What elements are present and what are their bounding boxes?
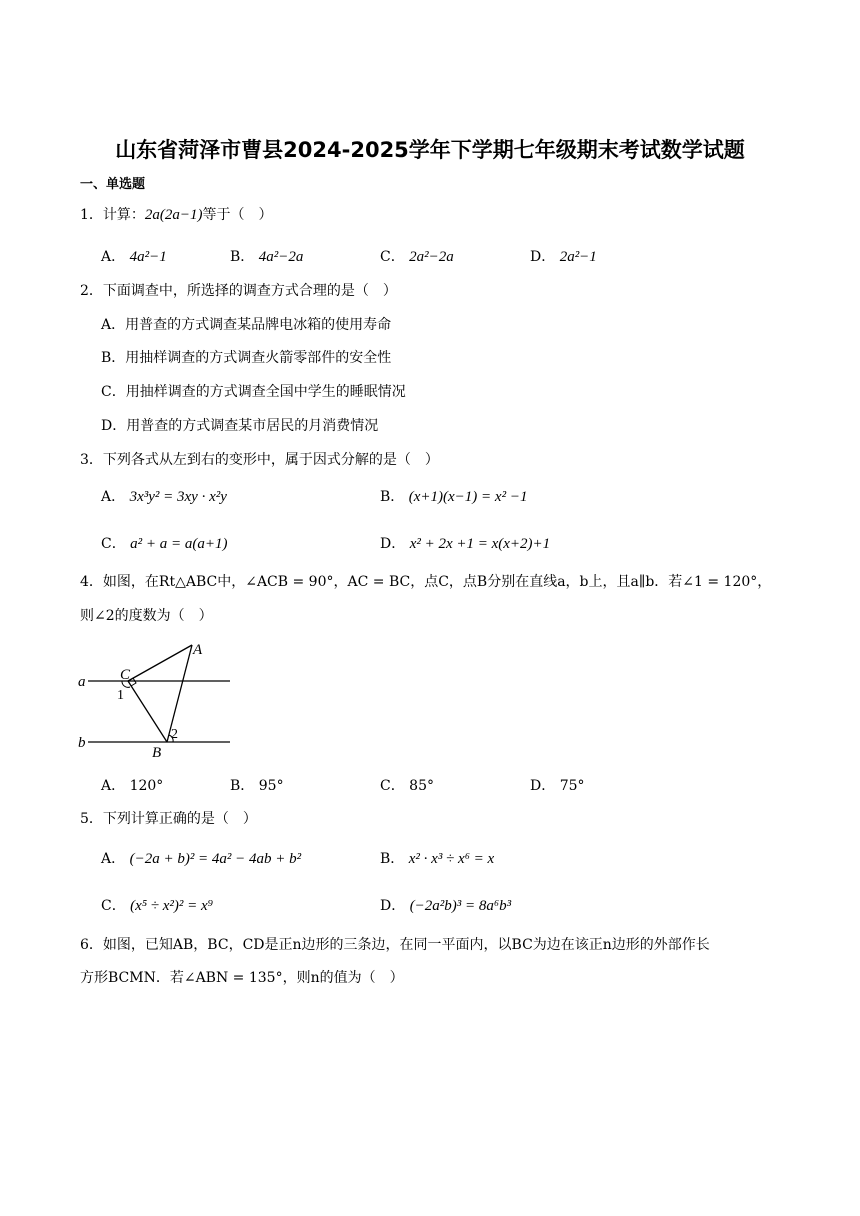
option-expression: (−2a + b)² = 4a² − 4ab + b² (129, 851, 302, 867)
q4-option-b[interactable] (230, 779, 284, 793)
q3-option-d[interactable] (380, 537, 550, 552)
option-label: B． (380, 851, 405, 867)
question-5-stem: 5．下列计算正确的是（ ） (80, 811, 257, 827)
option-label: A． (101, 778, 126, 794)
option-expression: (−2a²b)³ = 8a⁶b³ (409, 898, 512, 914)
question-3-stem: 3．下列各式从左到右的变形中，属于因式分解的是（ ） (80, 452, 439, 468)
q2-option-a[interactable]: A．用普查的方式调查某品牌电冰箱的使用寿命 (101, 317, 392, 333)
option-label: A． (101, 249, 126, 265)
q2-option-d[interactable]: D．用普查的方式调查某市居民的月消费情况 (101, 418, 379, 434)
section-heading: 一、单选题 (80, 177, 146, 192)
option-expression: 2a²−2a (409, 249, 454, 265)
option-label: D． (380, 898, 406, 914)
q3-option-a[interactable] (101, 490, 227, 505)
option-label: B． (380, 489, 405, 505)
question-2-stem: 2．下面调查中，所选择的调查方式合理的是（ ） (80, 283, 397, 299)
q4-option-a[interactable] (101, 779, 163, 793)
question-1-stem (80, 208, 273, 223)
q5-option-d[interactable] (380, 899, 511, 914)
question-1-suffix: 等于（ ） (202, 207, 273, 223)
segment-ca (128, 645, 192, 681)
segment-cb (128, 681, 167, 742)
q4-option-c[interactable] (380, 779, 434, 793)
q2-option-b[interactable]: B．用抽样调查的方式调查火箭零部件的安全性 (101, 350, 392, 366)
option-value: 120° (129, 778, 164, 794)
option-expression: 2a²−1 (559, 249, 597, 265)
option-label: C． (101, 898, 126, 914)
label-C: C (120, 667, 131, 683)
question-4-line2: 则∠2的度数为（ ） (80, 608, 213, 624)
q1-option-c[interactable] (380, 250, 454, 265)
question-4-line1: 4．如图，在Rt△ABC中，∠ACB = 90°，AC = BC，点C，点B分别在直线a，b上，且a∥b．若∠1 = 120°， (80, 574, 772, 590)
q3-option-c[interactable] (101, 537, 228, 552)
option-expression: a² + a = a(a+1) (130, 536, 228, 552)
option-expression: x² · x³ ÷ x⁶ = x (408, 851, 495, 867)
option-expression: (x⁵ ÷ x²)² = x⁹ (130, 898, 213, 914)
option-label: D． (530, 778, 556, 794)
q5-option-c[interactable] (101, 899, 213, 914)
option-value: 75° (559, 778, 585, 794)
label-angle-2: 2 (171, 727, 178, 742)
option-label: D． (380, 536, 406, 552)
q1-option-b[interactable] (230, 250, 303, 265)
q5-option-a[interactable] (101, 852, 301, 867)
label-b: b (78, 735, 86, 751)
q4-option-d[interactable] (530, 779, 585, 793)
triangle-parallel-lines-figure (70, 635, 240, 765)
option-label: D． (530, 249, 556, 265)
option-label: C． (380, 249, 405, 265)
option-value: 85° (409, 778, 434, 794)
q1-option-d[interactable] (530, 250, 597, 265)
option-expression: 4a²−2a (258, 249, 304, 265)
option-label: B． (230, 249, 255, 265)
option-value: 95° (258, 778, 284, 794)
option-expression: x² + 2x +1 = x(x+2)+1 (409, 536, 551, 552)
option-label: A． (101, 851, 126, 867)
q1-option-a[interactable] (101, 250, 167, 265)
label-angle-1: 1 (117, 688, 124, 703)
option-expression: 3x³y² = 3xy · x²y (129, 489, 227, 505)
question-6-line2: 方形BCMN．若∠ABN = 135°，则n的值为（ ） (80, 970, 404, 986)
label-a: a (78, 674, 86, 690)
label-B: B (152, 745, 162, 761)
option-label: C． (380, 778, 405, 794)
question-1-prefix: 1．计算： (80, 207, 145, 223)
question-1-expression: 2a(2a−1) (144, 207, 203, 223)
q5-option-b[interactable] (380, 852, 494, 867)
q2-option-c[interactable]: C．用抽样调查的方式调查全国中学生的睡眠情况 (101, 384, 406, 400)
option-expression: 4a²−1 (129, 249, 167, 265)
option-label: B． (230, 778, 255, 794)
question-6-line1: 6．如图，已知AB，BC，CD是正n边形的三条边，在同一平面内，以BC为边在该正n边形的外部作长 (80, 937, 710, 953)
option-expression: (x+1)(x−1) = x² −1 (408, 489, 528, 505)
q3-option-b[interactable] (380, 490, 527, 505)
option-label: A． (101, 489, 126, 505)
option-label: C． (101, 536, 126, 552)
label-A: A (193, 642, 203, 658)
page-title: 山东省菏泽市曹县2024-2025学年下学期七年级期末考试数学试题 (115, 138, 745, 162)
